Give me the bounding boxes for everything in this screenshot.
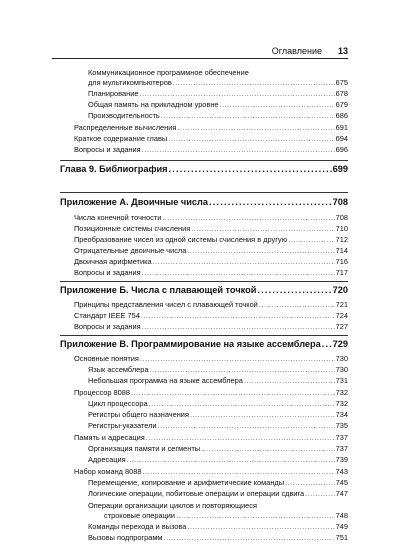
toc-entry-page: 679 <box>335 100 348 109</box>
toc-entry-title: Язык ассемблера <box>88 365 149 374</box>
leader-dots <box>209 197 332 207</box>
toc-entry-page: 710 <box>335 224 348 233</box>
toc-entry[interactable] <box>74 300 348 309</box>
toc-entry[interactable] <box>88 444 348 453</box>
toc-entry[interactable] <box>74 467 348 476</box>
toc-entry-page: 724 <box>335 311 348 320</box>
toc-entry-page: 694 <box>335 134 348 143</box>
leader-dots <box>140 354 335 363</box>
toc-entry[interactable] <box>74 433 348 442</box>
leader-dots <box>131 388 335 397</box>
leader-dots <box>176 511 335 520</box>
toc-entry-title: Позиционные системы счисления <box>74 224 191 233</box>
toc-entry-title: Числа конечной точности <box>74 213 162 222</box>
toc-entry-page: 708 <box>335 213 348 222</box>
toc-chapter[interactable] <box>60 164 348 174</box>
toc-entry-title: Планирование <box>88 89 139 98</box>
toc-entry-title: Команды перехода и вызова <box>88 522 187 531</box>
leader-dots <box>162 213 334 222</box>
leader-dots <box>257 285 331 295</box>
toc-entry-title: Организация памяти и сегменты <box>88 444 201 453</box>
toc-entry-title: Отрицательные двоичные числа <box>74 246 187 255</box>
toc-entry-page: 745 <box>335 478 348 487</box>
toc-entry-page: 748 <box>335 511 348 520</box>
toc-entry-page: 737 <box>335 444 348 453</box>
toc-entry-page: 732 <box>335 388 348 397</box>
leader-dots <box>141 311 335 320</box>
toc-entry[interactable] <box>88 533 348 542</box>
leader-dots <box>142 268 335 277</box>
toc-entry-page: 712 <box>335 235 348 244</box>
section-divider <box>60 160 348 161</box>
toc-entry-page: 714 <box>335 246 348 255</box>
leader-dots <box>168 134 334 143</box>
toc-entry[interactable] <box>88 376 348 385</box>
header-title: Оглавление <box>271 46 322 56</box>
leader-dots <box>220 100 335 109</box>
toc-entry-page: 727 <box>335 322 348 331</box>
toc-entry-page: 732 <box>335 399 348 408</box>
leader-dots <box>187 522 334 531</box>
leader-dots <box>158 421 335 430</box>
toc-entry[interactable] <box>88 478 348 487</box>
leader-dots <box>142 145 335 154</box>
toc-entry-title: Преобразование чисел из одной системы счисления в другую <box>74 235 288 244</box>
toc-chapter-title: Приложение Б. Числа с плавающей точкой <box>60 285 257 295</box>
toc-entry-page: 747 <box>335 489 348 498</box>
toc-entry[interactable] <box>74 257 348 266</box>
section-divider <box>60 335 348 336</box>
leader-dots <box>127 455 335 464</box>
toc-entry[interactable] <box>104 511 348 520</box>
leader-dots <box>164 533 335 542</box>
toc-chapter[interactable] <box>60 339 348 349</box>
leader-dots <box>153 257 335 266</box>
toc-entry[interactable] <box>74 235 348 244</box>
toc-entry-page: 730 <box>335 365 348 374</box>
toc-entry-title: Двоичная арифметика <box>74 257 152 266</box>
toc-entry[interactable] <box>74 213 348 222</box>
toc-entry[interactable] <box>88 410 348 419</box>
toc-entry-page: 696 <box>335 145 348 154</box>
toc-entry-page: 734 <box>335 410 348 419</box>
toc-entry-title: Вопросы и задания <box>74 322 141 331</box>
leader-dots <box>149 365 334 374</box>
toc-entry[interactable] <box>88 111 348 120</box>
toc-entry-page: 691 <box>335 123 348 132</box>
toc-entry-page: 735 <box>335 421 348 430</box>
toc-entry-title: Набор команд 8088 <box>74 467 142 476</box>
toc-entry-title: Регистры-указатели <box>88 421 157 430</box>
toc-entry[interactable] <box>74 311 348 320</box>
leader-dots <box>305 489 335 498</box>
toc-entry-line: Коммуникационное программное обеспечение <box>88 68 249 77</box>
toc-entry[interactable] <box>74 268 348 277</box>
toc-entry-page: 675 <box>335 78 348 87</box>
leader-dots <box>149 399 335 408</box>
toc-entry-title: Небольшая программа на языке ассемблера <box>88 376 243 385</box>
toc-entry-page: 751 <box>335 533 348 542</box>
toc-entry[interactable] <box>88 365 348 374</box>
leader-dots <box>142 467 334 476</box>
toc-entry-page: 721 <box>335 300 348 309</box>
toc-entry-title: Общая память на прикладном уровне <box>88 100 219 109</box>
toc-entry[interactable] <box>88 399 348 408</box>
section-divider <box>60 281 348 282</box>
toc-entry-page: 743 <box>335 467 348 476</box>
toc-entry-title: Цикл процессора <box>88 399 148 408</box>
toc-entry[interactable] <box>88 455 348 464</box>
toc-entry-page: 686 <box>335 111 348 120</box>
toc-entry[interactable] <box>88 78 348 87</box>
leader-dots <box>161 111 335 120</box>
toc-entry-page: 717 <box>335 268 348 277</box>
toc-entry-title: для мультикомпьютеров <box>88 78 172 87</box>
section-divider <box>60 192 348 193</box>
leader-dots <box>142 322 335 331</box>
leader-dots <box>169 164 332 174</box>
toc-chapter-page: 720 <box>332 285 348 295</box>
toc-entry-title: Вопросы и задания <box>74 268 141 277</box>
leader-dots <box>173 78 335 87</box>
leader-dots <box>259 300 335 309</box>
toc-entry-title: Основные понятия <box>74 354 139 363</box>
toc-entry[interactable] <box>74 388 348 397</box>
toc-entry-title: Перемещение, копирование и арифметические команды <box>88 478 285 487</box>
toc-entry-page: 730 <box>335 354 348 363</box>
leader-dots <box>244 376 335 385</box>
toc-entry-title: Принципы представления чисел с плавающей точкой <box>74 300 258 309</box>
toc-entry-page: 739 <box>335 455 348 464</box>
toc-entry[interactable] <box>74 224 348 233</box>
toc-chapter-page: 708 <box>332 197 348 207</box>
toc-entry[interactable] <box>74 123 348 132</box>
toc-entry[interactable] <box>74 246 348 255</box>
toc-chapter[interactable] <box>60 197 348 207</box>
toc-entry-title: Распределенные вычисления <box>74 123 177 132</box>
leader-dots <box>146 433 335 442</box>
leader-dots <box>191 224 334 233</box>
toc-entry-page: 678 <box>335 89 348 98</box>
toc-entry-title: Адресация <box>88 455 126 464</box>
toc-entry[interactable] <box>74 145 348 154</box>
toc-entry-title: Процессор 8088 <box>74 388 130 397</box>
toc-entry-page: 731 <box>335 376 348 385</box>
toc-entry-page: 749 <box>335 522 348 531</box>
toc-entry[interactable] <box>88 522 348 531</box>
toc-entry[interactable] <box>88 100 348 109</box>
toc-chapter[interactable] <box>60 285 348 295</box>
toc-chapter-page: 699 <box>332 164 348 174</box>
toc-entry-title: Производительность <box>88 111 160 120</box>
toc-entry-title: Память и адресация <box>74 433 145 442</box>
leader-dots <box>187 246 334 255</box>
leader-dots <box>201 444 335 453</box>
leader-dots <box>288 235 334 244</box>
toc-entry-page: 737 <box>335 433 348 442</box>
leader-dots <box>322 339 332 349</box>
toc-entry-title: строковые операции <box>104 511 176 520</box>
toc-entry[interactable] <box>88 489 348 498</box>
toc-chapter-title: Глава 9. Библиография <box>60 164 168 174</box>
toc-entry-line: Операции организации циклов и повторяющиеся <box>88 501 257 510</box>
toc-entry-title: Регистры общего назначения <box>88 410 189 419</box>
toc-chapter-page: 729 <box>332 339 348 349</box>
toc-entry-page: 716 <box>335 257 348 266</box>
leader-dots <box>139 89 334 98</box>
leader-dots <box>190 410 335 419</box>
toc-entry[interactable] <box>74 354 348 363</box>
toc-entry-title: Краткое содержание главы <box>74 134 168 143</box>
leader-dots <box>177 123 334 132</box>
leader-dots <box>285 478 335 487</box>
toc-entry[interactable] <box>74 134 348 143</box>
toc-entry[interactable] <box>88 421 348 430</box>
toc-entry[interactable] <box>88 89 348 98</box>
toc-entry-title: Логические операции, побитовые операции и операции сдвига <box>88 489 305 498</box>
toc-chapter-title: Приложение В. Программирование на языке ассемблера <box>60 339 321 349</box>
toc-chapter-title: Приложение А. Двоичные числа <box>60 197 208 207</box>
toc-entry[interactable] <box>74 322 348 331</box>
toc-entry-title: Вызовы подпрограмм <box>88 533 163 542</box>
page-number: 13 <box>337 46 348 56</box>
toc-entry-title: Вопросы и задания <box>74 145 141 154</box>
toc-entry-title: Стандарт IEEE 754 <box>74 311 140 320</box>
